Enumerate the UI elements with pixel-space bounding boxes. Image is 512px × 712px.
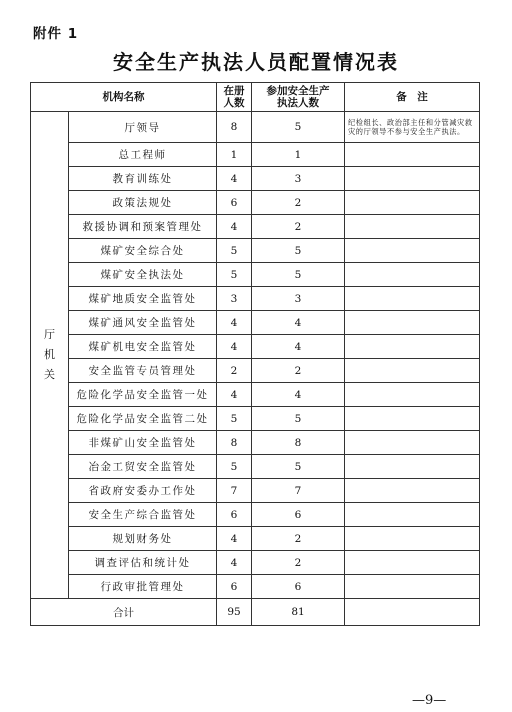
enforcement-count-cell [252,551,345,575]
remarks [345,417,479,421]
registered-count: 4 [230,388,238,401]
dept-name-cell [69,431,217,455]
registered-count-cell [217,383,252,407]
registered-count-cell [217,191,252,215]
dept-name-cell [69,311,217,335]
enforcement-count-cell [252,143,345,167]
dept-name-cell [69,263,217,287]
enforcement-count-cell [252,479,345,503]
total-row [31,599,480,626]
total-registered: 95 [217,599,252,626]
enforcement-count: 8 [294,436,302,449]
page-title: 安全生产执法人员配置情况表 [113,50,399,74]
enforcement-count: 4 [294,316,302,329]
remarks-cell [345,575,480,599]
registered-count: 8 [230,121,238,133]
enforcement-count-cell [252,191,345,215]
registered-count-cell [217,311,252,335]
enforcement-count-cell [252,527,345,551]
registered-count-cell [217,527,252,551]
enforcement-count-cell [252,383,345,407]
table-body [31,112,480,626]
remarks [345,537,479,541]
remarks-cell [345,167,480,191]
registered-count: 7 [230,484,238,497]
registered-count: 5 [230,412,238,425]
remarks [345,465,479,469]
table-row [31,431,480,455]
registered-count-cell [217,215,252,239]
registered-count-cell [217,143,252,167]
remarks [345,321,479,325]
remarks-cell [345,263,480,287]
table-header-row [31,83,480,112]
enforcement-count-cell [252,112,345,143]
table-row [31,167,480,191]
dept-name-cell [69,359,217,383]
dept-name: 政策法规处 [112,197,173,209]
dept-name: 教育训练处 [112,173,173,185]
enforcement-count-cell [252,455,345,479]
enforcement-count: 2 [294,532,302,545]
group-label-cell [31,112,69,599]
registered-count-cell [217,551,252,575]
dept-name-cell [69,191,217,215]
remarks [345,561,479,565]
dept-name: 安全生产综合监管处 [88,509,197,521]
registered-count: 4 [230,340,238,353]
group-label: 厅机关 [44,328,55,381]
registered-count-cell [217,167,252,191]
remarks-cell [345,215,480,239]
remarks [345,225,479,229]
remarks-cell [345,311,480,335]
remarks [345,513,479,517]
remarks-cell [345,551,480,575]
remarks [345,345,479,349]
enforcement-count: 4 [294,388,302,401]
dept-name-cell [69,527,217,551]
total-enforcement: 81 [252,599,345,626]
remarks [345,297,479,301]
registered-count: 5 [230,244,238,257]
remarks [345,201,479,205]
remarks-cell [345,503,480,527]
remarks-cell [345,287,480,311]
dept-name: 安全监管专员管理处 [88,365,197,377]
dept-name: 省政府安委办工作处 [88,485,197,497]
dept-name-cell [69,383,217,407]
registered-count: 1 [230,148,238,161]
dept-name-cell [69,167,217,191]
registered-count-cell [217,431,252,455]
dept-name: 总工程师 [118,149,167,161]
remarks-cell [345,455,480,479]
registered-count: 6 [230,580,238,593]
registered-count: 4 [230,556,238,569]
registered-count-cell [217,575,252,599]
table-row [31,287,480,311]
dept-name-cell [69,112,217,143]
remarks-cell [345,191,480,215]
remarks-cell [345,383,480,407]
remarks [345,393,479,397]
enforcement-count: 5 [294,121,302,133]
attachment-label: 附件 1 [33,26,79,42]
dept-name-cell [69,575,217,599]
table-row [31,112,480,143]
enforcement-count: 2 [294,364,302,377]
remarks-cell [345,407,480,431]
enforcement-count-cell [252,575,345,599]
enforcement-count-cell [252,215,345,239]
enforcement-count: 6 [294,508,302,521]
dept-name: 煤矿安全执法处 [100,269,185,281]
registered-count-cell [217,407,252,431]
total-label: 合计 [31,599,217,626]
registered-count-cell [217,479,252,503]
table-row [31,479,480,503]
remarks-cell [345,431,480,455]
table-row [31,359,480,383]
enforcement-count-cell [252,359,345,383]
remarks: 纪检组长、政治部主任和分管减灾救灾的厅领导不参与安全生产执法。 [348,117,473,136]
enforcement-count-cell [252,311,345,335]
dept-name: 规划财务处 [112,533,173,545]
registered-count: 8 [230,436,238,449]
enforcement-count: 4 [294,340,302,353]
enforcement-count-cell [252,503,345,527]
table-row [31,335,480,359]
enforcement-count: 3 [294,172,302,185]
registered-count-cell [217,335,252,359]
registered-count: 4 [230,220,238,233]
remarks-cell [345,527,480,551]
header-remarks: 备 注 [345,83,480,112]
registered-count-cell [217,263,252,287]
dept-name-cell [69,455,217,479]
dept-name-cell [69,551,217,575]
table-row [31,263,480,287]
registered-count: 6 [230,508,238,521]
staffing-table [30,82,480,626]
remarks [345,153,479,157]
table-row [31,311,480,335]
header-registered: 在册 人数 [217,83,252,112]
table-row [31,383,480,407]
remarks-cell [345,335,480,359]
enforcement-count: 5 [294,244,302,257]
registered-count: 5 [230,460,238,473]
remarks-cell [345,359,480,383]
registered-count-cell [217,239,252,263]
registered-count: 4 [230,532,238,545]
table-row [31,527,480,551]
table-row [31,239,480,263]
dept-name: 危险化学品安全监管一处 [76,389,209,401]
header-org-name: 机构名称 [31,83,217,112]
dept-name-cell [69,215,217,239]
dept-name: 行政审批管理处 [100,581,185,593]
dept-name: 煤矿通风安全监管处 [88,317,197,329]
dept-name: 调查评估和统计处 [94,557,191,569]
registered-count: 5 [230,268,238,281]
table-row [31,143,480,167]
enforcement-count: 2 [294,556,302,569]
enforcement-count: 5 [294,268,302,281]
enforcement-count-cell [252,239,345,263]
remarks [345,177,479,181]
dept-name: 厅领导 [124,121,161,134]
enforcement-count: 5 [294,460,302,473]
registered-count: 3 [230,292,238,305]
table-row [31,455,480,479]
table-row [31,407,480,431]
enforcement-count: 2 [294,220,302,233]
registered-count: 6 [230,196,238,209]
enforcement-count: 5 [294,412,302,425]
dept-name-cell [69,503,217,527]
remarks [345,369,479,373]
dept-name-cell [69,143,217,167]
enforcement-count-cell [252,167,345,191]
remarks-cell [345,239,480,263]
table-row [31,503,480,527]
dept-name: 煤矿安全综合处 [100,245,185,257]
registered-count-cell [217,359,252,383]
table-row [31,575,480,599]
header-enforcement: 参加安全生产 执法人数 [252,83,345,112]
remarks [345,585,479,589]
dept-name: 冶金工贸安全监管处 [88,461,197,473]
remarks-cell [345,479,480,503]
dept-name: 危险化学品安全监管二处 [76,413,209,425]
dept-name: 非煤矿山安全监管处 [88,437,197,449]
enforcement-count: 1 [294,148,302,161]
page-number: —9— [412,693,447,708]
enforcement-count: 6 [294,580,302,593]
enforcement-count: 7 [294,484,302,497]
remarks [345,249,479,253]
registered-count-cell [217,112,252,143]
enforcement-count-cell [252,431,345,455]
enforcement-count: 2 [294,196,302,209]
remarks-cell [345,143,480,167]
remarks-cell [345,112,480,143]
remarks [345,489,479,493]
registered-count: 4 [230,316,238,329]
dept-name-cell [69,407,217,431]
dept-name-cell [69,239,217,263]
dept-name: 煤矿机电安全监管处 [88,341,197,353]
table-row [31,191,480,215]
table-row [31,551,480,575]
dept-name-cell [69,287,217,311]
registered-count-cell [217,455,252,479]
dept-name-cell [69,335,217,359]
enforcement-count-cell [252,407,345,431]
remarks [345,273,479,277]
remarks [345,441,479,445]
dept-name-cell [69,479,217,503]
dept-name: 救援协调和预案管理处 [82,221,203,233]
registered-count-cell [217,287,252,311]
registered-count-cell [217,503,252,527]
total-remarks [345,599,480,626]
table-row [31,215,480,239]
registered-count: 4 [230,172,238,185]
enforcement-count-cell [252,335,345,359]
enforcement-count: 3 [294,292,302,305]
enforcement-count-cell [252,263,345,287]
dept-name: 煤矿地质安全监管处 [88,293,197,305]
registered-count: 2 [230,364,238,377]
enforcement-count-cell [252,287,345,311]
